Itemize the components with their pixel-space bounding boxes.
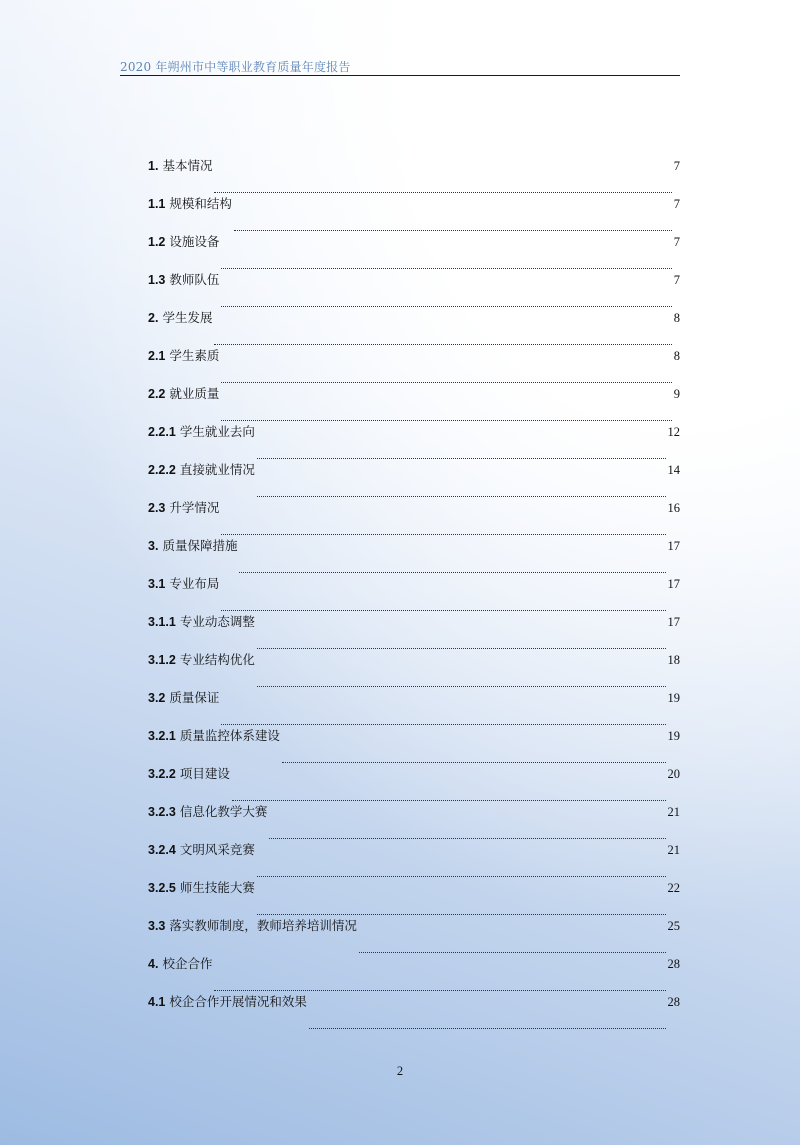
toc-entry-page: 17	[667, 577, 680, 591]
toc-entry-page: 14	[667, 463, 680, 477]
toc-entry-title: 就业质量	[169, 386, 220, 401]
toc-leader-dots	[309, 1027, 666, 1029]
toc-entry-number: 3.2.2	[148, 767, 176, 781]
toc-entry-number: 2.2	[148, 387, 166, 401]
toc-entry[interactable]	[148, 538, 680, 576]
toc-entry[interactable]	[148, 234, 680, 272]
toc-entry-number: 3.3	[148, 919, 166, 933]
toc-entry-title: 专业动态调整	[179, 614, 255, 629]
toc-entry-page: 9	[673, 387, 680, 401]
toc-entry-page: 17	[667, 615, 680, 629]
toc-entry-number: 4.1	[148, 995, 166, 1009]
toc-entry-number: 1.2	[148, 235, 166, 249]
toc-leader-dots	[221, 609, 665, 611]
toc-leader-dots	[282, 761, 666, 763]
toc-entry-number: 1.	[148, 159, 159, 173]
toc-leader-dots	[221, 305, 671, 307]
toc-leader-dots	[221, 381, 671, 383]
toc-entry[interactable]	[148, 424, 680, 462]
toc-entry-title: 质量监控体系建设	[179, 728, 280, 743]
toc-entry-page: 20	[667, 767, 680, 781]
toc-entry-title: 设施设备	[169, 234, 220, 249]
toc-entry-title: 落实教师制度，教师培养培训情况	[169, 918, 357, 933]
toc-entry-page: 8	[673, 349, 680, 363]
toc-entry-page: 21	[667, 843, 680, 857]
toc-entry-page: 17	[667, 539, 680, 553]
toc-entry[interactable]	[148, 614, 680, 652]
toc-entry-number: 2.1	[148, 349, 166, 363]
toc-entry-number: 3.2.3	[148, 805, 176, 819]
toc-leader-dots	[214, 343, 671, 345]
toc-entry-title: 质量保证	[169, 690, 220, 705]
toc-entry[interactable]	[148, 386, 680, 424]
toc-entry[interactable]	[148, 348, 680, 386]
toc-leader-dots	[221, 533, 665, 535]
toc-entry[interactable]	[148, 158, 680, 196]
page-header	[120, 56, 680, 76]
toc-entry-page: 8	[673, 311, 680, 325]
toc-leader-dots	[257, 685, 666, 687]
toc-entry-page: 16	[667, 501, 680, 515]
toc-entry-number: 3.2.5	[148, 881, 176, 895]
toc-entry-title: 文明风采竞赛	[179, 842, 255, 857]
toc-entry[interactable]	[148, 462, 680, 500]
toc-entry-number: 3.1	[148, 577, 166, 591]
toc-entry-number: 2.2.1	[148, 425, 176, 439]
toc-leader-dots	[214, 191, 671, 193]
toc-entry-page: 19	[667, 691, 680, 705]
toc-entry[interactable]	[148, 652, 680, 690]
toc-entry-page: 22	[667, 881, 680, 895]
toc-entry-page: 7	[673, 273, 680, 287]
toc-entry-page: 25	[667, 919, 680, 933]
toc-leader-dots	[257, 875, 666, 877]
toc-leader-dots	[257, 647, 666, 649]
toc-entry-page: 7	[673, 197, 680, 211]
toc-entry-title: 学生就业去向	[179, 424, 255, 439]
toc-leader-dots	[214, 989, 665, 991]
toc-entry-title: 质量保障措施	[162, 538, 238, 553]
toc-entry-title: 升学情况	[169, 500, 220, 515]
toc-entry-title: 校企合作开展情况和效果	[169, 994, 307, 1009]
toc-entry[interactable]	[148, 196, 680, 234]
toc-entry-page: 28	[667, 995, 680, 1009]
toc-entry-number: 3.2.4	[148, 843, 176, 857]
toc-leader-dots	[257, 495, 666, 497]
toc-entry-number: 2.2.2	[148, 463, 176, 477]
toc-entry[interactable]	[148, 690, 680, 728]
table-of-contents	[148, 158, 680, 1032]
header-title: 2020 年朔州市中等职业教育质量年度报告	[120, 60, 351, 74]
toc-entry-page: 7	[673, 159, 680, 173]
toc-entry-title: 学生发展	[162, 310, 213, 325]
toc-entry-number: 4.	[148, 957, 159, 971]
toc-entry-title: 学生素质	[169, 348, 220, 363]
toc-entry[interactable]	[148, 842, 680, 880]
toc-entry[interactable]	[148, 804, 680, 842]
toc-entry-number: 2.	[148, 311, 159, 325]
toc-entry-number: 3.	[148, 539, 159, 553]
toc-leader-dots	[269, 837, 665, 839]
toc-entry[interactable]	[148, 766, 680, 804]
toc-leader-dots	[221, 267, 671, 269]
toc-entry-title: 项目建设	[179, 766, 230, 781]
toc-leader-dots	[234, 229, 672, 231]
toc-entry-page: 21	[667, 805, 680, 819]
toc-entry-page: 19	[667, 729, 680, 743]
toc-entry-page: 28	[667, 957, 680, 971]
toc-entry[interactable]	[148, 576, 680, 614]
toc-entry-title: 直接就业情况	[179, 462, 255, 477]
toc-entry-title: 信息化教学大赛	[179, 804, 268, 819]
toc-leader-dots	[239, 571, 665, 573]
toc-entry[interactable]	[148, 728, 680, 766]
toc-entry-title: 校企合作	[162, 956, 213, 971]
toc-entry-number: 1.1	[148, 197, 166, 211]
toc-entry-title: 规模和结构	[169, 196, 232, 211]
toc-entry-number: 1.3	[148, 273, 166, 287]
toc-entry[interactable]	[148, 310, 680, 348]
toc-entry-number: 3.2	[148, 691, 166, 705]
toc-entry[interactable]	[148, 500, 680, 538]
toc-entry[interactable]	[148, 994, 680, 1032]
toc-entry-title: 师生技能大赛	[179, 880, 255, 895]
toc-entry-title: 专业结构优化	[179, 652, 255, 667]
toc-entry[interactable]	[148, 880, 680, 918]
toc-entry-number: 2.3	[148, 501, 166, 515]
toc-leader-dots	[257, 457, 666, 459]
toc-leader-dots	[221, 723, 665, 725]
toc-entry-title: 基本情况	[162, 158, 213, 173]
toc-leader-dots	[359, 951, 666, 953]
toc-entry[interactable]	[148, 272, 680, 310]
toc-leader-dots	[221, 419, 671, 421]
toc-entry-page: 7	[673, 235, 680, 249]
toc-leader-dots	[257, 913, 666, 915]
toc-entry[interactable]	[148, 956, 680, 994]
toc-entry-page: 18	[667, 653, 680, 667]
toc-entry-number: 3.2.1	[148, 729, 176, 743]
page-number: 2	[396, 1064, 404, 1078]
toc-entry-number: 3.1.2	[148, 653, 176, 667]
toc-entry-page: 12	[667, 425, 680, 439]
toc-entry-title: 专业布局	[169, 576, 220, 591]
toc-leader-dots	[232, 799, 666, 801]
toc-entry-title: 教师队伍	[169, 272, 220, 287]
toc-entry-number: 3.1.1	[148, 615, 176, 629]
toc-entry[interactable]	[148, 918, 680, 956]
